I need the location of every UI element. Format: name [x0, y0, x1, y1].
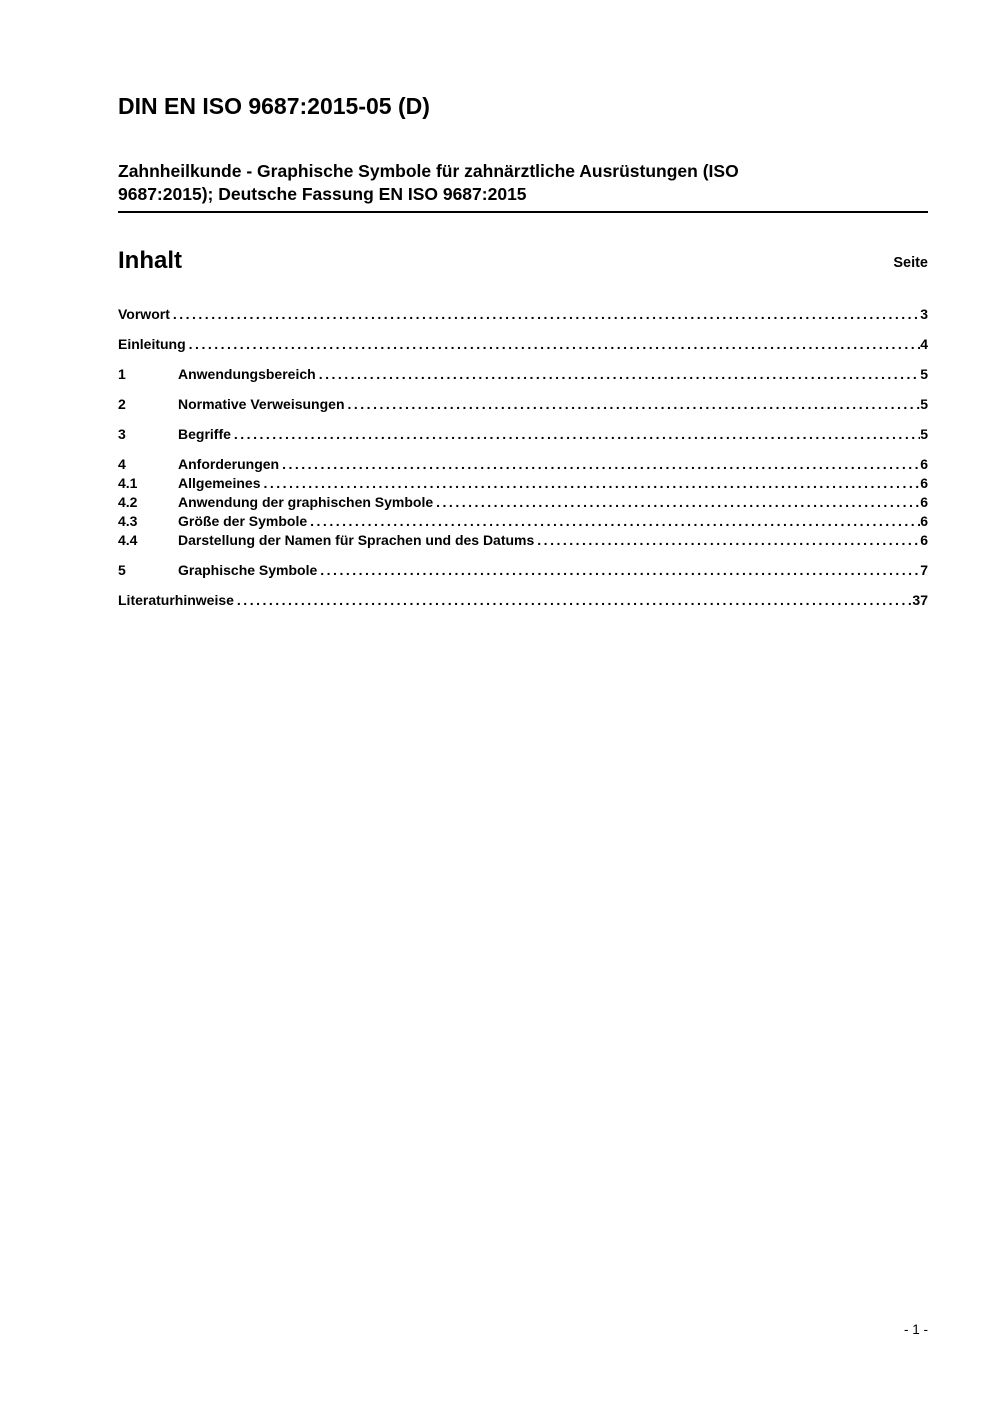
toc-entry-title: Anwendung der graphischen Symbole [178, 494, 434, 510]
toc-entry-title: Normative Verweisungen [178, 396, 345, 412]
toc-entry-page: 6 [920, 456, 928, 472]
toc-leader-dots [234, 425, 920, 444]
toc-entry-number: 4.2 [118, 494, 138, 510]
toc-entry-title: Graphische Symbole [178, 562, 318, 578]
toc-entry-page: 6 [920, 513, 928, 529]
toc-leader-dots [282, 455, 920, 474]
toc-leader-dots [310, 512, 920, 531]
toc-entry[interactable] [118, 455, 928, 474]
toc-leader-dots [173, 305, 920, 324]
toc-entry[interactable] [118, 395, 928, 414]
toc-leader-dots [348, 395, 921, 414]
toc-leader-dots [263, 474, 920, 493]
toc-entry[interactable] [118, 512, 928, 531]
document-subtitle-line-1: Zahnheilkunde - Graphische Symbole für zahnärztliche Ausrüstungen (ISO [118, 161, 739, 181]
toc-entry-page: 6 [920, 475, 928, 491]
toc-entry-page: 5 [920, 426, 928, 442]
toc-entry-title: Allgemeines [178, 475, 261, 491]
toc-entry-number: 3 [118, 426, 126, 442]
subtitle-divider [118, 211, 928, 213]
toc-entry[interactable] [118, 365, 928, 384]
document-subtitle [118, 160, 928, 205]
page-footer-number: - 1 - [903, 1322, 928, 1337]
toc-entry-page: 6 [920, 532, 928, 548]
toc-list [118, 305, 928, 610]
toc-leader-dots [237, 591, 913, 610]
toc-entry-title: Größe der Symbole [178, 513, 308, 529]
toc-entry-number: 4 [118, 456, 126, 472]
toc-entry-title: Darstellung der Namen für Sprachen und des Datums [178, 532, 535, 548]
toc-entry-page: 5 [920, 396, 928, 412]
toc-entry[interactable] [118, 493, 928, 512]
toc-heading: Inhalt [118, 247, 182, 274]
toc-leader-dots [436, 493, 920, 512]
toc-entry[interactable] [118, 305, 928, 324]
toc-entry[interactable] [118, 591, 928, 610]
toc-entry-number: 4.3 [118, 513, 138, 529]
toc-entry-page: 3 [920, 306, 928, 322]
document-subtitle-line-2: 9687:2015); Deutsche Fassung EN ISO 9687:2015 [118, 183, 527, 204]
toc-entry-page: 7 [920, 562, 928, 578]
toc-entry-number: 5 [118, 562, 126, 578]
toc-entry-number: 2 [118, 396, 126, 412]
page-content [118, 0, 928, 610]
toc-entry-title: Anwendungsbereich [178, 366, 316, 382]
toc-leader-dots [189, 335, 921, 354]
toc-entry[interactable] [118, 561, 928, 580]
toc-entry-title: Begriffe [178, 426, 231, 442]
toc-entry[interactable] [118, 474, 928, 493]
toc-leader-dots [320, 561, 920, 580]
toc-entry-title: Vorwort [118, 306, 170, 322]
toc-entry-page: 4 [920, 336, 928, 352]
toc-entry-title: Literaturhinweise [118, 592, 234, 608]
toc-entry-number: 4.1 [118, 475, 138, 491]
toc-page-column-label: Seite [893, 255, 928, 271]
toc-entry-number: 1 [118, 366, 126, 382]
toc-header [118, 247, 928, 275]
toc-entry[interactable] [118, 531, 928, 550]
toc-entry[interactable] [118, 335, 928, 354]
toc-entry-page: 5 [920, 366, 928, 382]
toc-entry-title: Anforderungen [178, 456, 280, 472]
toc-leader-dots [319, 365, 921, 384]
page-title: DIN EN ISO 9687:2015-05 (D) [118, 93, 430, 119]
toc-entry-title: Einleitung [118, 336, 186, 352]
toc-entry-page: 37 [912, 592, 928, 608]
toc-entry-number: 4.4 [118, 532, 138, 548]
toc-entry-page: 6 [920, 494, 928, 510]
toc-leader-dots [537, 531, 920, 550]
toc-entry[interactable] [118, 425, 928, 444]
